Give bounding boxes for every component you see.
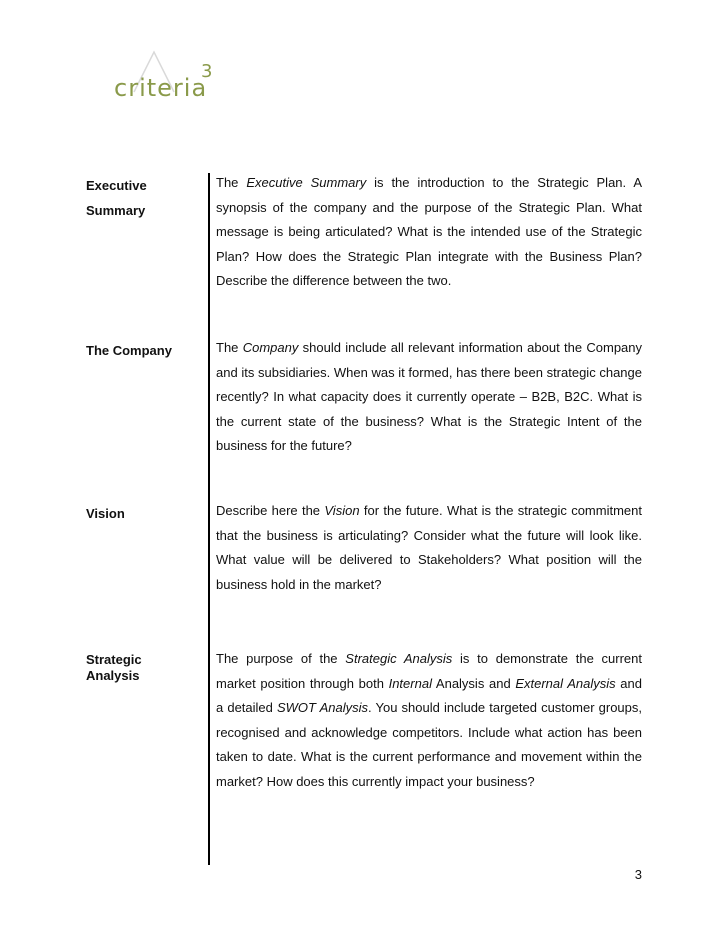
logo-superscript: 3 <box>201 61 213 82</box>
section-body: The Executive Summary is the introduction to the Strategic Plan. A synopsis of the company and the purpose of the Strategic Plan. What message is being articulated? What is the intended use of the Strategic Plan? How does the Strategic Plan integrate with the Business Plan? Describe the difference between the two. <box>216 175 643 288</box>
section-body: The purpose of the Strategic Analysis is to demonstrate the current market position through both Internal Analysis and External Analysis and a detailed SWOT Analysis. You should include targeted customer groups, recognised and acknowledge competitors. Include what action has been taken to date. What is the current performance and movement within the market? How does this currently impact your business? <box>216 651 643 789</box>
section-body: The Company should include all relevant information about the Company and its subsidiaries. When was it formed, has there been strategic change recently? In what capacity does it currently operate – B2B, B2C. What is the current state of the business? What is the Strategic Intent of the business for the future? <box>216 340 643 453</box>
section-body: Describe here the Vision for the future. What is the strategic commitment that the business is articulating? Consider what the future will look like. What value will be delivered to Stakeholders? What position will the business hold in the market? <box>216 503 642 592</box>
section-label: Strategic Analysis <box>86 652 142 683</box>
section-label: Executive Summary <box>86 178 147 218</box>
criteria-logo <box>112 44 242 114</box>
column-divider <box>208 173 210 865</box>
page-number: 3 <box>634 867 642 882</box>
logo-word: criteria <box>114 74 208 102</box>
section-label: The Company <box>86 343 172 358</box>
section-label: Vision <box>86 506 125 521</box>
